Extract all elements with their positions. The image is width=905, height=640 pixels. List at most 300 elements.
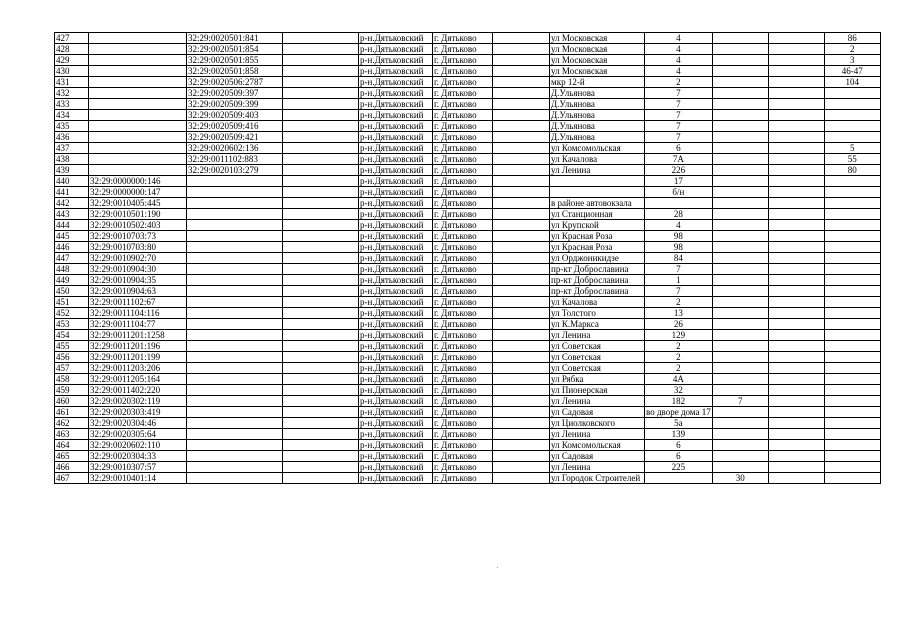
empty-cell [768,451,824,462]
house-cell: 98 [645,242,713,253]
extra-cell [712,385,768,396]
district-cell: р-н.Дятьковский [359,187,433,198]
extra-cell [712,132,768,143]
table-row [55,396,881,407]
empty-cell [283,462,359,473]
cadastral-number-alt-cell [187,363,283,374]
extra-cell [712,77,768,88]
city-cell: г. Дятьково [433,198,493,209]
cadastral-number-cell [89,99,187,110]
empty-cell [283,407,359,418]
apartment-cell [824,396,880,407]
city-cell: г. Дятьково [433,396,493,407]
empty-cell [768,165,824,176]
cadastral-number-cell: 32:29:0011201:196 [89,341,187,352]
house-cell: 28 [645,209,713,220]
table-row [55,121,881,132]
empty-cell [283,242,359,253]
extra-cell [712,154,768,165]
city-cell: г. Дятьково [433,143,493,154]
district-cell: р-н.Дятьковский [359,451,433,462]
empty-cell [768,33,824,44]
empty-cell [283,198,359,209]
table-row [55,308,881,319]
row-number-cell: 428 [55,44,89,55]
row-number-cell: 448 [55,264,89,275]
street-cell: пр-кт Доброславина [550,264,645,275]
city-cell: г. Дятьково [433,55,493,66]
empty-cell [493,77,550,88]
cadastral-number-cell: 32:29:0010904:30 [89,264,187,275]
house-cell: 17 [645,176,713,187]
apartment-cell [824,242,880,253]
empty-cell [768,330,824,341]
apartment-cell [824,308,880,319]
extra-cell: 30 [712,473,768,484]
house-cell: 6 [645,143,713,154]
empty-cell [283,110,359,121]
extra-cell [712,44,768,55]
empty-cell [283,55,359,66]
empty-cell [283,286,359,297]
cadastral-number-cell: 32:29:0010904:35 [89,275,187,286]
street-cell: ул Станционная [550,209,645,220]
apartment-cell: 80 [824,165,880,176]
city-cell: г. Дятьково [433,385,493,396]
cadastral-number-alt-cell [187,242,283,253]
empty-cell [283,341,359,352]
extra-cell [712,319,768,330]
district-cell: р-н.Дятьковский [359,352,433,363]
row-number-cell: 442 [55,198,89,209]
district-cell: р-н.Дятьковский [359,341,433,352]
street-cell: ул К.Маркса [550,319,645,330]
city-cell: г. Дятьково [433,33,493,44]
apartment-cell [824,418,880,429]
district-cell: р-н.Дятьковский [359,132,433,143]
house-cell: 32 [645,385,713,396]
empty-cell [493,198,550,209]
row-number-cell: 444 [55,220,89,231]
row-number-cell: 458 [55,374,89,385]
city-cell: г. Дятьково [433,99,493,110]
extra-cell [712,462,768,473]
table-row [55,275,881,286]
house-cell: 182 [645,396,713,407]
cadastral-number-cell: 32:29:0010307:57 [89,462,187,473]
extra-cell [712,286,768,297]
empty-cell [493,396,550,407]
empty-cell [493,253,550,264]
apartment-cell [824,88,880,99]
district-cell: р-н.Дятьковский [359,33,433,44]
empty-cell [768,154,824,165]
house-cell: 2 [645,341,713,352]
cadastral-number-alt-cell [187,352,283,363]
city-cell: г. Дятьково [433,242,493,253]
row-number-cell: 438 [55,154,89,165]
house-cell: 4 [645,55,713,66]
city-cell: г. Дятьково [433,319,493,330]
apartment-cell: 5 [824,143,880,154]
empty-cell [493,385,550,396]
apartment-cell [824,429,880,440]
table-row [55,198,881,209]
empty-cell [493,209,550,220]
row-number-cell: 451 [55,297,89,308]
empty-cell [768,176,824,187]
extra-cell [712,165,768,176]
cadastral-number-cell: 32:29:0011201:199 [89,352,187,363]
row-number-cell: 445 [55,231,89,242]
row-number-cell: 431 [55,77,89,88]
city-cell: г. Дятьково [433,176,493,187]
street-cell: ул Циолковского [550,418,645,429]
house-cell: 2 [645,352,713,363]
house-cell: 7А [645,154,713,165]
cadastral-number-cell: 32:29:0011205:164 [89,374,187,385]
cadastral-number-alt-cell: 32:29:0020501:858 [187,66,283,77]
apartment-cell [824,462,880,473]
extra-cell [712,242,768,253]
row-number-cell: 457 [55,363,89,374]
city-cell: г. Дятьково [433,275,493,286]
table-row [55,77,881,88]
district-cell: р-н.Дятьковский [359,55,433,66]
city-cell: г. Дятьково [433,418,493,429]
empty-cell [768,209,824,220]
district-cell: р-н.Дятьковский [359,462,433,473]
district-cell: р-н.Дятьковский [359,253,433,264]
apartment-cell [824,286,880,297]
empty-cell [283,99,359,110]
cadastral-number-alt-cell: 32:29:0020501:855 [187,55,283,66]
row-number-cell: 454 [55,330,89,341]
house-cell: 98 [645,231,713,242]
table-row [55,187,881,198]
empty-cell [493,308,550,319]
cadastral-number-alt-cell [187,330,283,341]
empty-cell [493,407,550,418]
empty-cell [283,396,359,407]
cadastral-number-alt-cell: 32:29:0020509:421 [187,132,283,143]
house-cell: 2 [645,297,713,308]
empty-cell [768,66,824,77]
city-cell: г. Дятьково [433,209,493,220]
cadastral-number-alt-cell [187,187,283,198]
cadastral-number-alt-cell [187,418,283,429]
street-cell: ул Толстого [550,308,645,319]
cadastral-number-alt-cell [187,297,283,308]
house-cell: 7 [645,121,713,132]
apartment-cell [824,231,880,242]
cadastral-number-cell [89,121,187,132]
apartment-cell [824,110,880,121]
cadastral-number-cell [89,165,187,176]
district-cell: р-н.Дятьковский [359,330,433,341]
table-row [55,132,881,143]
empty-cell [493,176,550,187]
table-row [55,385,881,396]
table-row [55,55,881,66]
empty-cell [493,264,550,275]
cadastral-number-cell: 32:29:0020303:419 [89,407,187,418]
empty-cell [283,220,359,231]
district-cell: р-н.Дятьковский [359,121,433,132]
empty-cell [283,264,359,275]
city-cell: г. Дятьково [433,154,493,165]
cadastral-number-cell: 32:29:0020304:33 [89,451,187,462]
empty-cell [493,462,550,473]
row-number-cell: 436 [55,132,89,143]
empty-cell [768,121,824,132]
empty-cell [283,121,359,132]
empty-cell [493,187,550,198]
empty-cell [768,385,824,396]
row-number-cell: 447 [55,253,89,264]
street-cell: ул Качалова [550,297,645,308]
street-cell: ул Городок Строителей [550,473,645,484]
extra-cell [712,198,768,209]
table-row [55,352,881,363]
district-cell: р-н.Дятьковский [359,66,433,77]
empty-cell [768,110,824,121]
empty-cell [283,308,359,319]
district-cell: р-н.Дятьковский [359,198,433,209]
city-cell: г. Дятьково [433,88,493,99]
row-number-cell: 453 [55,319,89,330]
row-number-cell: 460 [55,396,89,407]
empty-cell [768,462,824,473]
empty-cell [283,33,359,44]
street-cell: ул Качалова [550,154,645,165]
street-cell: ул Красная Роза [550,242,645,253]
row-number-cell: 467 [55,473,89,484]
cadastral-number-cell: 32:29:0020302:119 [89,396,187,407]
cadastral-number-cell: 32:29:0020602:110 [89,440,187,451]
empty-cell [768,429,824,440]
district-cell: р-н.Дятьковский [359,143,433,154]
row-number-cell: 441 [55,187,89,198]
district-cell: р-н.Дятьковский [359,429,433,440]
street-cell: ул Рябка [550,374,645,385]
cadastral-number-alt-cell: 32:29:0020509:403 [187,110,283,121]
table-row [55,33,881,44]
empty-cell [283,418,359,429]
extra-cell [712,440,768,451]
table-row [55,330,881,341]
empty-cell [493,121,550,132]
apartment-cell [824,264,880,275]
cadastral-number-cell: 32:29:0011104:77 [89,319,187,330]
city-cell: г. Дятьково [433,407,493,418]
street-cell: Д.Ульянова [550,88,645,99]
street-cell: Д.Ульянова [550,132,645,143]
city-cell: г. Дятьково [433,352,493,363]
house-cell: 26 [645,319,713,330]
cadastral-number-alt-cell: 32:29:0020602:136 [187,143,283,154]
cadastral-number-cell: 32:29:0011203:206 [89,363,187,374]
empty-cell [493,44,550,55]
apartment-cell [824,187,880,198]
empty-cell [768,407,824,418]
empty-cell [283,374,359,385]
row-number-cell: 435 [55,121,89,132]
empty-cell [768,44,824,55]
district-cell: р-н.Дятьковский [359,209,433,220]
extra-cell [712,308,768,319]
cadastral-number-alt-cell [187,286,283,297]
empty-cell [768,264,824,275]
cadastral-number-cell [89,110,187,121]
house-cell: 7 [645,99,713,110]
house-cell: 2 [645,363,713,374]
cadastral-number-cell: 32:29:0020305:64 [89,429,187,440]
empty-cell [283,363,359,374]
extra-cell [712,407,768,418]
cadastral-number-cell [89,154,187,165]
table-row [55,429,881,440]
extra-cell [712,121,768,132]
street-cell: ул Ленина [550,330,645,341]
city-cell: г. Дятьково [433,297,493,308]
apartment-cell [824,330,880,341]
empty-cell [283,429,359,440]
empty-cell [283,352,359,363]
street-cell: в районе автовокзала [550,198,645,209]
empty-cell [768,473,824,484]
city-cell: г. Дятьково [433,308,493,319]
street-cell: ул Крупской [550,220,645,231]
extra-cell [712,55,768,66]
extra-cell [712,220,768,231]
table-row [55,110,881,121]
cadastral-number-cell [89,44,187,55]
cadastral-number-alt-cell: 32:29:0020506:2787 [187,77,283,88]
cadastral-number-alt-cell [187,275,283,286]
table-row [55,286,881,297]
street-cell: ул Московская [550,44,645,55]
street-cell: ул Садовая [550,451,645,462]
house-cell: 139 [645,429,713,440]
house-cell: 84 [645,253,713,264]
cadastral-number-cell [89,33,187,44]
apartment-cell: 55 [824,154,880,165]
table-row [55,143,881,154]
empty-cell [493,88,550,99]
empty-cell [493,286,550,297]
house-cell: 129 [645,330,713,341]
extra-cell [712,176,768,187]
city-cell: г. Дятьково [433,165,493,176]
city-cell: г. Дятьково [433,429,493,440]
district-cell: р-н.Дятьковский [359,275,433,286]
cadastral-number-cell [89,77,187,88]
cadastral-number-alt-cell: 32:29:0020103:279 [187,165,283,176]
row-number-cell: 437 [55,143,89,154]
cadastral-number-alt-cell [187,473,283,484]
house-cell: 6 [645,440,713,451]
empty-cell [768,319,824,330]
cadastral-number-cell: 32:29:0010502:403 [89,220,187,231]
empty-cell [283,440,359,451]
city-cell: г. Дятьково [433,473,493,484]
cadastral-number-cell [89,66,187,77]
street-cell: пр-кт Доброславина [550,286,645,297]
city-cell: г. Дятьково [433,253,493,264]
district-cell: р-н.Дятьковский [359,220,433,231]
empty-cell [768,418,824,429]
cadastral-number-alt-cell [187,231,283,242]
street-cell: ул Красная Роза [550,231,645,242]
empty-cell [493,330,550,341]
empty-cell [493,99,550,110]
extra-cell [712,374,768,385]
extra-cell [712,363,768,374]
cadastral-number-alt-cell [187,396,283,407]
district-cell: р-н.Дятьковский [359,396,433,407]
empty-cell [283,319,359,330]
table-row [55,220,881,231]
street-cell: ул Садовая [550,407,645,418]
district-cell: р-н.Дятьковский [359,473,433,484]
street-cell: ул Комсомольская [550,143,645,154]
house-cell: 6 [645,451,713,462]
cadastral-number-cell: 32:29:0010904:63 [89,286,187,297]
extra-cell [712,429,768,440]
apartment-cell [824,209,880,220]
cadastral-number-cell: 32:29:0011104:116 [89,308,187,319]
city-cell: г. Дятьково [433,187,493,198]
house-cell: 7 [645,286,713,297]
row-number-cell: 440 [55,176,89,187]
empty-cell [768,253,824,264]
empty-cell [768,77,824,88]
row-number-cell: 465 [55,451,89,462]
empty-cell [768,198,824,209]
row-number-cell: 432 [55,88,89,99]
city-cell: г. Дятьково [433,66,493,77]
street-cell: ул Орджоникидзе [550,253,645,264]
district-cell: р-н.Дятьковский [359,407,433,418]
table-row [55,473,881,484]
district-cell: р-н.Дятьковский [359,286,433,297]
district-cell: р-н.Дятьковский [359,319,433,330]
extra-cell [712,297,768,308]
table-row [55,319,881,330]
empty-cell [768,143,824,154]
extra-cell [712,341,768,352]
district-cell: р-н.Дятьковский [359,44,433,55]
district-cell: р-н.Дятьковский [359,264,433,275]
empty-cell [283,176,359,187]
district-cell: р-н.Дятьковский [359,363,433,374]
row-number-cell: 429 [55,55,89,66]
row-number-cell: 439 [55,165,89,176]
extra-cell [712,33,768,44]
empty-cell [768,231,824,242]
row-number-cell: 430 [55,66,89,77]
extra-cell [712,209,768,220]
house-cell: 225 [645,462,713,473]
district-cell: р-н.Дятьковский [359,231,433,242]
apartment-cell [824,352,880,363]
extra-cell [712,275,768,286]
cadastral-number-cell: 32:29:0020304:46 [89,418,187,429]
district-cell: р-н.Дятьковский [359,165,433,176]
empty-cell [493,154,550,165]
empty-cell [493,319,550,330]
